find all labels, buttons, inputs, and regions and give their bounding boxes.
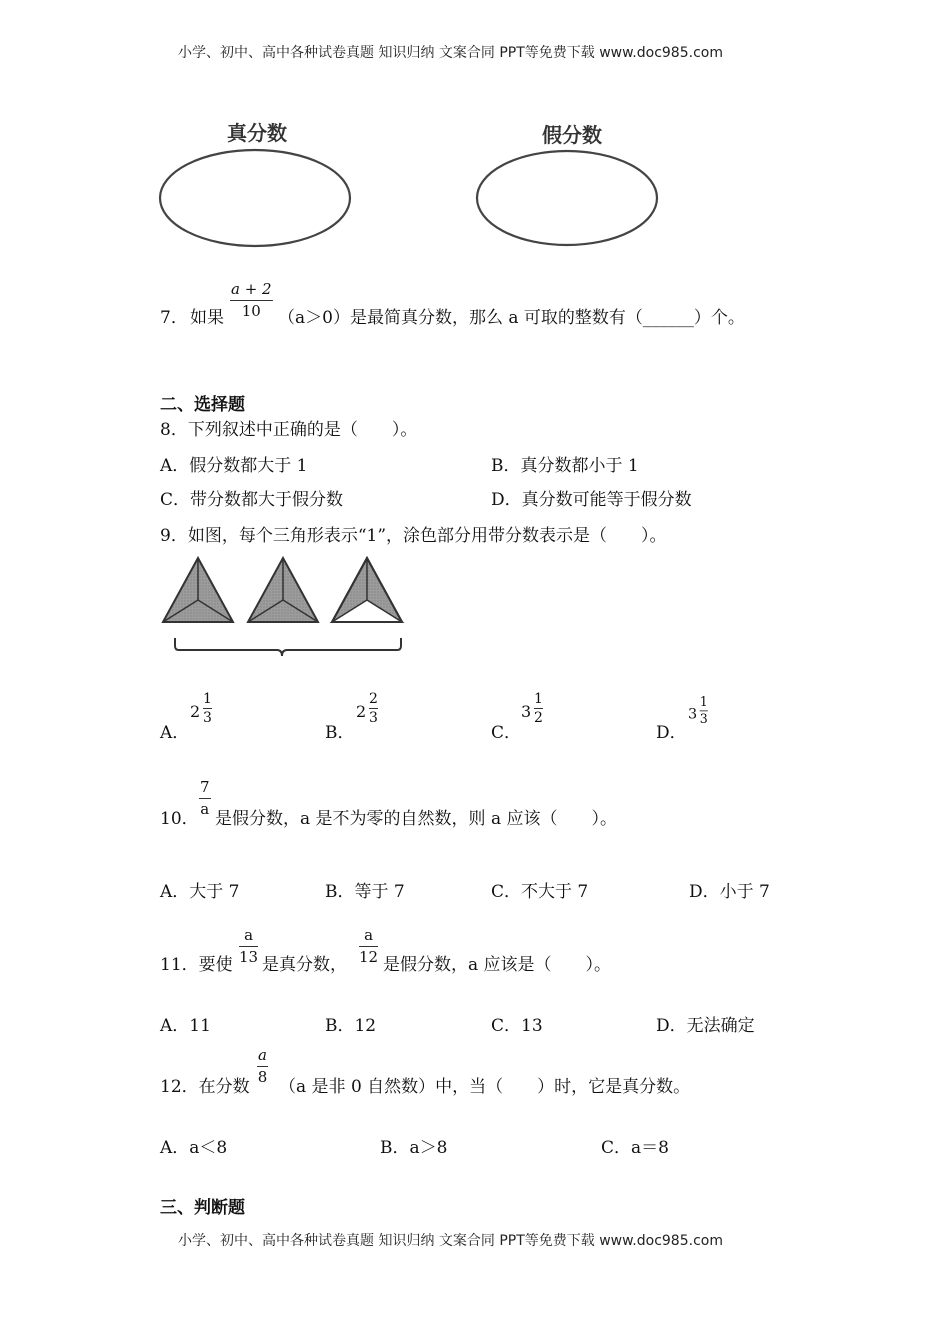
fraction-bar <box>534 708 543 709</box>
q9-option-b-mixed-number <box>356 692 396 738</box>
denominator: 3 <box>203 710 212 726</box>
q12-text: （a 是非 0 自然数）中，当（ ）时，它是真分数。 <box>279 1077 691 1097</box>
q10-fraction-numerator: 7 <box>200 778 210 796</box>
whole-part: 3 <box>688 705 698 723</box>
fraction-part <box>534 692 543 725</box>
q9-option-a-label: A． <box>160 723 190 743</box>
improper-fraction-oval <box>477 151 657 245</box>
q9-option-c-mixed-number <box>521 692 561 738</box>
improper-fraction-label: 假分数 <box>542 123 602 147</box>
proper-fraction-oval <box>160 150 350 246</box>
q7-text: （a＞0）是最简真分数，那么 a 可取的整数有（______）个。 <box>278 308 745 328</box>
section-3-title: 三、判断题 <box>160 1198 245 1218</box>
triangle-1 <box>163 558 233 622</box>
q11-middle-text: 是真分数， <box>262 955 347 975</box>
triangle-3 <box>332 558 402 622</box>
q11-option-b: B．12 <box>325 1016 377 1036</box>
proper-fraction-label: 真分数 <box>227 121 287 145</box>
q11-option-c: C．13 <box>491 1016 543 1036</box>
q7-fraction-denominator: 10 <box>241 302 261 320</box>
q12-prefix: 12．在分数 <box>160 1077 250 1097</box>
whole-part: 2 <box>356 702 367 721</box>
q10-option-b: B．等于 7 <box>325 882 405 902</box>
q8-option-b: B．真分数都小于 1 <box>491 456 639 476</box>
brace <box>175 638 401 656</box>
q11-fraction-2-numerator: a <box>364 926 374 944</box>
q11-option-a: A．11 <box>160 1016 211 1036</box>
q12-fraction <box>257 1048 268 1085</box>
q12-option-a: A．a＜8 <box>160 1138 228 1158</box>
q11-fraction-1 <box>239 928 258 965</box>
q10-option-d: D．小于 7 <box>689 882 770 902</box>
denominator: 3 <box>369 710 378 726</box>
fraction-bar <box>203 708 212 709</box>
q11-prefix: 11．要使 <box>160 955 233 975</box>
section-2-title: 二、选择题 <box>160 395 245 415</box>
whole-part: 3 <box>521 702 532 721</box>
q11-fraction-2-denominator: 12 <box>359 948 379 966</box>
q11-text: 是假分数，a 应该是（ ）。 <box>383 955 612 975</box>
denominator: 3 <box>699 712 708 727</box>
q11-fraction-2 <box>359 928 378 965</box>
q7-prefix: 如果 <box>190 308 224 328</box>
q12-option-b: B．a＞8 <box>380 1138 448 1158</box>
q11-option-d: D．无法确定 <box>656 1016 755 1036</box>
page-header: 小学、初中、高中各种试卷真题 知识归纳 文案合同 PPT等免费下载 www.doc985.com <box>178 45 723 61</box>
fraction-bar <box>369 708 378 709</box>
numerator: 2 <box>369 691 378 707</box>
q8-option-c: C．带分数都大于假分数 <box>160 490 344 510</box>
q11-fraction-1-denominator: 13 <box>239 948 259 966</box>
numerator: 1 <box>699 695 708 710</box>
q9-option-a-mixed-number <box>190 692 230 738</box>
numerator: 1 <box>203 691 212 707</box>
q10-fraction <box>199 780 211 817</box>
q7-fraction-numerator: a + 2 <box>231 280 272 298</box>
triangles-figure <box>155 550 415 665</box>
q10-number: 10． <box>160 809 199 829</box>
fraction-ovals-figure <box>150 145 670 255</box>
fraction-part <box>203 692 212 725</box>
q9-option-d-mixed-number <box>688 696 724 732</box>
q8-option-a: A．假分数都大于 1 <box>160 456 308 476</box>
q10-option-a: A．大于 7 <box>160 882 240 902</box>
denominator: 2 <box>534 710 543 726</box>
triangle-2 <box>248 558 318 622</box>
q12-option-c: C．a＝8 <box>601 1138 669 1158</box>
q12-fraction-numerator: a <box>258 1046 267 1064</box>
q11-fraction-1-numerator: a <box>244 926 254 944</box>
fraction-part <box>700 696 708 726</box>
q10-option-c: C．不大于 7 <box>491 882 589 902</box>
q9-option-d-label: D． <box>656 723 687 743</box>
q8-option-d: D．真分数可能等于假分数 <box>491 490 692 510</box>
q10-text: 是假分数，a 是不为零的自然数，则 a 应该（ ）。 <box>215 809 617 829</box>
q8-text: 8．下列叙述中正确的是（ ）。 <box>160 420 418 440</box>
numerator: 1 <box>534 691 543 707</box>
q9-option-c-label: C． <box>491 723 522 743</box>
q12-fraction-denominator: 8 <box>257 1068 268 1086</box>
fraction-bar <box>700 710 708 711</box>
q7-fraction <box>230 282 273 319</box>
q9-text: 9．如图，每个三角形表示“1”，涂色部分用带分数表示是（ ）。 <box>160 526 667 546</box>
q9-option-b-label: B． <box>325 723 355 743</box>
fraction-part <box>369 692 378 725</box>
q10-fraction-denominator: a <box>200 800 210 818</box>
page-footer: 小学、初中、高中各种试卷真题 知识归纳 文案合同 PPT等免费下载 www.doc985.com <box>178 1233 723 1249</box>
q7-number: 7． <box>160 308 188 328</box>
whole-part: 2 <box>190 702 201 721</box>
